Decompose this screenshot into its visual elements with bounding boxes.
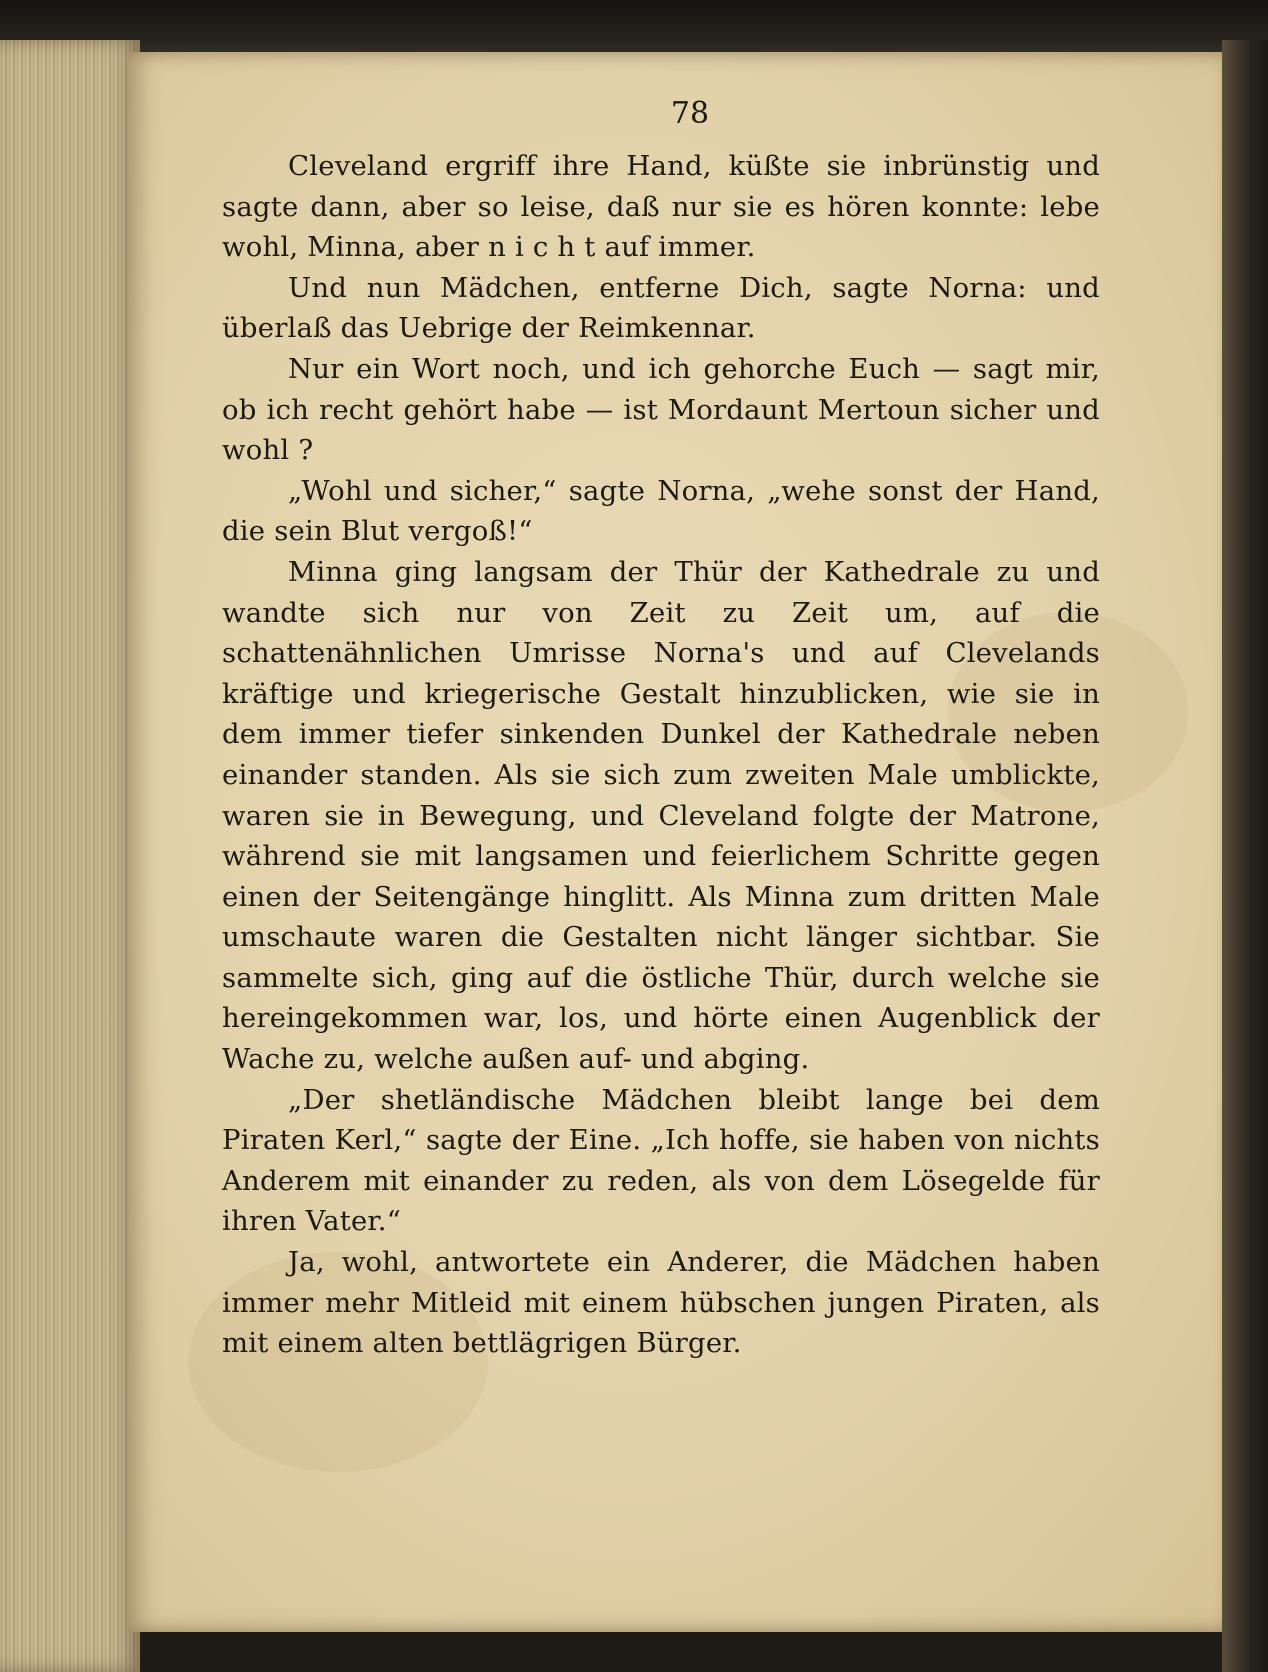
page-text [222, 146, 1100, 1364]
page-edges [0, 40, 140, 1672]
page-number: 78 [670, 96, 710, 131]
paragraph: Nur ein Wort noch, und ich gehorche Euch — sagt mir, ob ich recht gehört habe — ist Mordaunt Mertoun sicher und wohl ? [222, 352, 1100, 467]
paragraph: Und nun Mädchen, entferne Dich, sagte Norna: und überlaß das Uebrige der Reimkennar. [222, 271, 1100, 345]
paragraph: Ja, wohl, antwortete ein Anderer, die Mädchen haben immer mehr Mitleid mit einem hübschen jungen Piraten, als mit einem alten bettlägrigen Bürger. [222, 1246, 1100, 1360]
scan-background [0, 0, 1268, 60]
paragraph: Cleveland ergriff ihre Hand, küßte sie inbrünstig und sagte dann, aber so leise, daß nur sie es hören konnte: lebe wohl, Minna, aber n i c h t auf immer. [222, 150, 1100, 264]
paragraph: Minna ging langsam der Thür der Kathedrale zu und wandte sich nur von Zeit zu Zeit um, auf die schattenähnlichen Umrisse Norna's und auf Clevelands kräftige und kriegerische Gestalt hinzublicken, wie sie in dem immer tiefer sinkenden Dunkel der Kathedrale neben einander standen. Als sie sich zum zweiten Male umblickte, waren sie in Bewegung, und Cleveland folgte der Matrone, während sie mit langsamen und feierlichem Schritte gegen einen der Seitengänge hinglitt. Als Minna zum dritten Male umschaute waren die Gestalten nicht länger sichtbar. Sie sammelte sich, ging auf die östliche Thür, durch welche sie hereingekommen war, los, und hörte einen Augenblick der Wache zu, welche außen auf- und abging. [222, 555, 1100, 1076]
gutter-shadow [1222, 40, 1268, 1672]
paragraph: „Der shetländische Mädchen bleibt lange bei dem Piraten Kerl,“ sagte der Eine. „Ich hoffe, sie haben von nichts Anderem mit einander zu reden, als von dem Lösegelde für ihren Vater.“ [222, 1083, 1100, 1238]
paragraph: „Wohl und sicher,“ sagte Norna, „wehe sonst der Hand, die sein Blut vergoß!“ [222, 474, 1100, 548]
